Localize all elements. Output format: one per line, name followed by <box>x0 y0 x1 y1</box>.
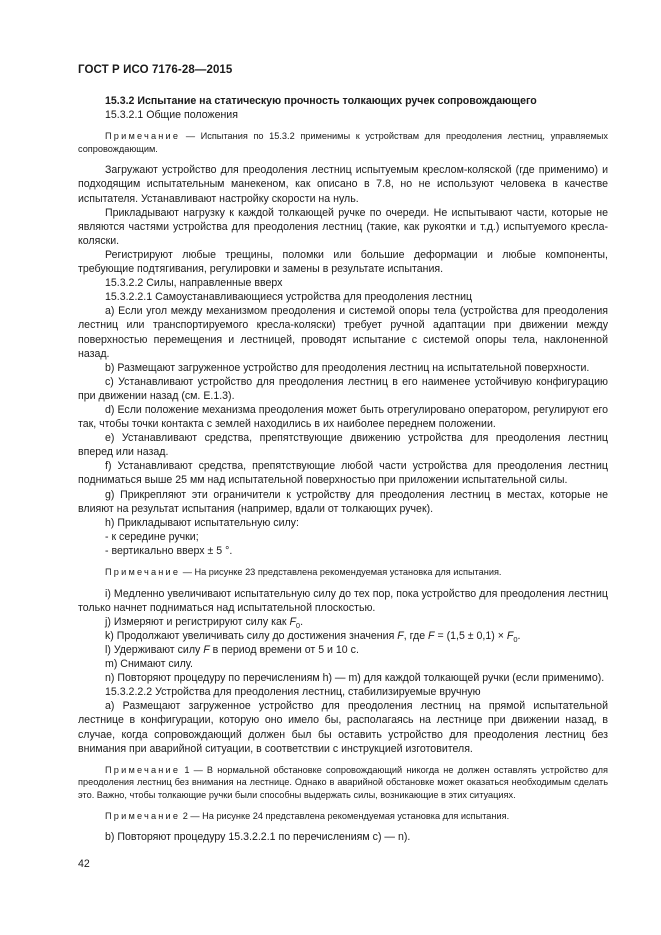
subsection-15-3-2-2: 15.3.2.2 Силы, направленные вверх <box>105 277 283 290</box>
subsection-15-3-2-1: 15.3.2.1 Общие положения <box>105 109 238 122</box>
note-1 <box>78 130 608 155</box>
document-header: ГОСТ Р ИСО 7176-28—2015 <box>78 64 233 76</box>
list-subitem: - вертикально вверх ± 5 °. <box>105 544 233 557</box>
note-text: 1 — В нормальной обстановке сопровождающий никогда не должен оставлять устройство для преодоления лестниц без внимания на лестнице. Однако в аварийной обстановке может оказаться необходимым сделать это. Важно, чтобы толкающие ручки были способны выдержать силы, возникающие в этих ситуациях. <box>78 764 608 800</box>
subsection-15-3-2-2-1: 15.3.2.2.1 Самоустанавливающиеся устройства для преодоления лестниц <box>105 291 473 304</box>
list-item-f: f) Устанавливают средства, препятствующие любой части устройства для преодоления лестниц подниматься выше 25 мм над испытательной поверхностью при приложении испытательной силы. <box>78 460 608 487</box>
list-item-h: h) Прикладывают испытательную силу: <box>105 516 299 529</box>
list-item-l: l) Удерживают силу F в период времени от 5 и 10 с. <box>105 643 359 656</box>
list-item-a: а) Если угол между механизмом преодоления и системой опоры тела (устройства для преодоления лестниц или транспортируемого кресла-коляски) требует ручной адаптации при движении между поверхностью перемещения и лестницей, проводят испытание с системой опоры тела, наклоненной назад. <box>78 305 608 360</box>
list-item-e: е) Устанавливают средства, препятствующие движению устройства для преодоления лестниц вперед или назад. <box>78 432 608 459</box>
paragraph: Регистрируют любые трещины, поломки или большие деформации и любые компоненты, требующие подтягивания, регулировки и замены в результате испытания. <box>78 248 608 276</box>
list-item-b2: b) Повторяют процедуру 15.3.2.2.1 по перечислениям с) — n). <box>105 831 411 844</box>
subsection-15-3-2-2-2: 15.3.2.2.2 Устройства для преодоления лестниц, стабилизируемые вручную <box>105 686 481 699</box>
list-item-c: с) Устанавливают устройство для преодоления лестниц в его наименее устойчивую конфигурацию при движении назад (см. Е.1.3). <box>78 375 608 402</box>
page-number: 42 <box>78 858 90 870</box>
list-item-d: d) Если положение механизма преодоления может быть отрегулировано оператором, регулируют его так, чтобы точки контакта с землей находились в их наиболее переднем положении. <box>78 403 608 431</box>
list-subitem: - к середине ручки; <box>105 530 199 543</box>
document-body <box>78 94 608 844</box>
list-item-a2: а) Размещают загруженное устройство для преодоления лестниц на прямой испытательной лестнице в конфигурации, которую оно имело бы, располагаясь на лестнице при движении назад, в случае, когда сопровождающий должен был бы оставить устройство для преодоления лестниц без внимания при аварийной ситуации, в соответствии с инструкцией изготовителя. <box>78 700 608 755</box>
section-heading-15-3-2: 15.3.2 Испытание на статическую прочность толкающих ручек сопровождающего <box>105 95 537 107</box>
note-label: Примечание <box>105 131 181 142</box>
note-label: Примечание <box>105 764 181 775</box>
list-item-m: m) Снимают силу. <box>105 658 193 671</box>
note-2 <box>78 566 608 579</box>
note-4 <box>78 810 608 823</box>
list-item-k: k) Продолжают увеличивать силу до достижения значения F, где $F = (1,5 \pm 0,1) \times F_0$. <box>105 629 521 644</box>
note-label: Примечание <box>105 567 181 577</box>
paragraph: Прикладывают нагрузку к каждой толкающей ручке по очереди. Не испытывают части, которые не являются частями устройства для преодоления лестниц (такие, как рукоятки и т.д.) испытуемого кресла-коляски. <box>78 206 608 247</box>
paragraph: Загружают устройство для преодоления лестниц испытуемым креслом-коляской (где применимо) и подходящим испытательным манекеном, как описано в 7.8, но не используют человека в качестве испытателя. Устанавливают настройку скорости на нуль. <box>78 164 608 205</box>
list-item-b: b) Размещают загруженное устройство для преодоления лестниц на испытательной поверхности. <box>105 361 590 374</box>
note-text: — Испытания по 15.3.2 применимы к устройствам для преодоления лестниц, управляемых сопровождающим. <box>78 131 608 154</box>
list-item-j: j) Измеряют и регистрируют силу как $F_0$. <box>105 615 304 630</box>
note-text: 2 — На рисунке 24 представлена рекомендуемая установка для испытания. <box>180 810 510 821</box>
note-text: — На рисунке 23 представлена рекомендуемая установка для испытания. <box>180 567 502 577</box>
list-item-i: i) Медленно увеличивают испытательную силу до тех пор, пока устройство для преодоления лестниц только начнет подниматься над испытательной плоскостью. <box>78 587 608 614</box>
note-label: Примечание <box>105 810 181 821</box>
note-3 <box>78 764 608 802</box>
list-item-g: g) Прикрепляют эти ограничители к устройству для преодоления лестниц в местах, которые не влияют на результат испытания (например, вдали от толкающих ручек). <box>78 488 608 515</box>
list-item-n: n) Повторяют процедуру по перечислениям h) — m) для каждой толкающей ручки (если применимо). <box>105 672 605 685</box>
